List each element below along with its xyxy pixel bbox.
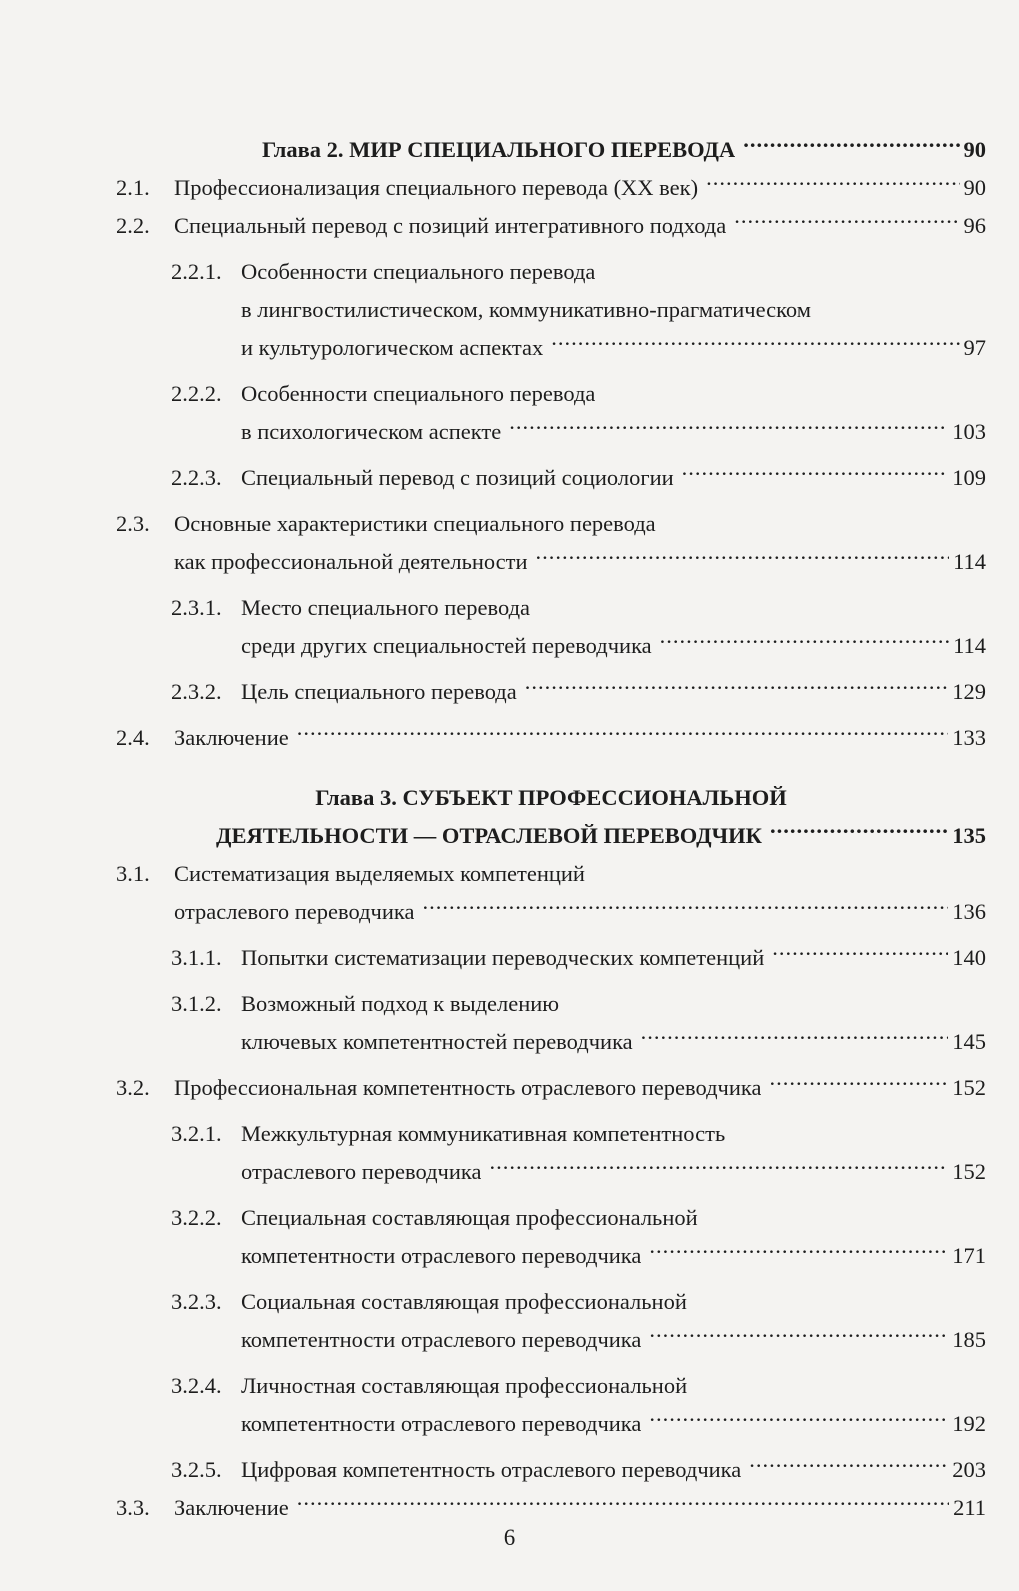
entry-title-line-1: Возможный подход к выделению (241, 991, 560, 1016)
leader-dots (770, 821, 948, 844)
entry-title-line-1: Социальная составляющая профессиональной (241, 1289, 687, 1314)
leader-dots (772, 943, 948, 966)
leader-dots (641, 1027, 949, 1050)
chapter-3-heading (116, 779, 986, 817)
entry-page: 133 (952, 725, 986, 750)
toc-entry-2-3-2 (116, 673, 986, 711)
entry-page: 96 (963, 213, 986, 238)
entry-page: 145 (952, 1029, 986, 1054)
toc-entry-3-3 (116, 1489, 986, 1527)
toc-entry-3-2 (116, 1069, 986, 1107)
leader-dots (489, 1157, 948, 1180)
entry-number: 3.2.3. (171, 1289, 222, 1314)
toc-entry-2-2-1-cont-2 (116, 329, 986, 367)
toc-entry-2-4 (116, 719, 986, 757)
entry-title-line-2: ключевых компетентностей переводчика (241, 1029, 633, 1054)
entry-title: Заключение (174, 1495, 289, 1520)
entry-title-line-1: Личностная составляющая профессиональной (241, 1373, 688, 1398)
entry-title-line-2: в лингвостилистическом, коммуникативно-прагматическом (241, 297, 811, 322)
entry-number: 3.3. (116, 1495, 150, 1520)
entry-page: 211 (953, 1495, 986, 1520)
toc-entry-3-2-3 (116, 1283, 986, 1321)
leader-dots (660, 631, 949, 654)
entry-number: 2.2.2. (171, 381, 222, 406)
entry-page: 140 (952, 945, 986, 970)
entry-number: 2.2.1. (171, 259, 222, 284)
entry-number: 2.4. (116, 725, 150, 750)
entry-title-line-1: Основные характеристики специального перевода (174, 511, 656, 536)
entry-title: Специальный перевод с позиций интегративного подхода (174, 213, 727, 238)
leader-dots (749, 1455, 948, 1478)
entry-title-line-3: и культурологическом аспектах (241, 335, 544, 360)
entry-page: 109 (952, 465, 986, 490)
entry-page: 185 (952, 1327, 986, 1352)
entry-page: 152 (952, 1159, 986, 1184)
toc-entry-3-1-1 (116, 939, 986, 977)
chapter-3-title-line-2: ДЕЯТЕЛЬНОСТИ — ОТРАСЛЕВОЙ ПЕРЕВОДЧИК (216, 823, 762, 848)
entry-title-line-1: Особенности специального перевода (241, 381, 596, 406)
toc-entry-2-2-2 (116, 375, 986, 413)
entry-title-line-1: Специальная составляющая профессиональной (241, 1205, 698, 1230)
toc-entry-2-2 (116, 207, 986, 245)
toc-entry-3-2-1 (116, 1115, 986, 1153)
toc-entry-2-2-2-cont (116, 413, 986, 451)
entry-title: Попытки систематизации переводческих компетенций (241, 945, 765, 970)
entry-title-line-2: отраслевого переводчика (241, 1159, 482, 1184)
leader-dots (536, 547, 950, 570)
toc-entry-2-3-1-cont (116, 627, 986, 665)
toc-entry-2-3-cont (116, 543, 986, 581)
leader-dots (649, 1409, 948, 1432)
entry-page: 103 (952, 419, 986, 444)
entry-number: 3.1.1. (171, 945, 222, 970)
entry-number: 2.3.2. (171, 679, 222, 704)
entry-page: 136 (952, 899, 986, 924)
entry-number: 2.2. (116, 213, 150, 238)
toc-entry-2-3-1 (116, 589, 986, 627)
entry-number: 3.2.2. (171, 1205, 222, 1230)
entry-page: 114 (953, 633, 986, 658)
entry-number: 3.2.1. (171, 1121, 222, 1146)
toc-entry-2-2-1 (116, 253, 986, 291)
entry-page: 114 (953, 549, 986, 574)
entry-title: Заключение (174, 725, 289, 750)
entry-title: Цель специального перевода (241, 679, 517, 704)
entry-number: 3.2.4. (171, 1373, 222, 1398)
entry-page: 97 (963, 335, 986, 360)
table-of-contents (116, 131, 986, 1527)
toc-entry-3-1-2-cont (116, 1023, 986, 1061)
toc-entry-3-2-1-cont (116, 1153, 986, 1191)
entry-page: 171 (952, 1243, 986, 1268)
entry-number: 2.2.3. (171, 465, 222, 490)
entry-title-line-2: в психологическом аспекте (241, 419, 502, 444)
entry-number: 3.1. (116, 861, 150, 886)
entry-page: 129 (952, 679, 986, 704)
chapter-2-page: 90 (963, 137, 986, 162)
toc-entry-3-2-4 (116, 1367, 986, 1405)
toc-entry-3-1-2 (116, 985, 986, 1023)
entry-title-line-2: компетентности отраслевого переводчика (241, 1411, 642, 1436)
leader-dots (422, 897, 948, 920)
leader-dots (649, 1241, 948, 1264)
leader-dots (525, 677, 949, 700)
entry-page: 203 (952, 1457, 986, 1482)
entry-title: Профессионализация специального перевода (ХХ век) (174, 175, 699, 200)
entry-title-line-1: Межкультурная коммуникативная компетентность (241, 1121, 726, 1146)
entry-number: 3.1.2. (171, 991, 222, 1016)
toc-entry-3-1 (116, 855, 986, 893)
leader-dots (706, 173, 959, 196)
toc-entry-3-2-2-cont (116, 1237, 986, 1275)
entry-page: 90 (963, 175, 986, 200)
toc-entry-2-3 (116, 505, 986, 543)
chapter-3-page: 135 (952, 823, 986, 848)
entry-title-line-1: Особенности специального перевода (241, 259, 596, 284)
entry-title: Цифровая компетентность отраслевого переводчика (241, 1457, 742, 1482)
entry-title-line-1: Место специального перевода (241, 595, 531, 620)
chapter-3-title-line-1: Глава 3. СУБЪЕКТ ПРОФЕССИОНАЛЬНОЙ (315, 785, 787, 810)
page-number: 6 (503, 1525, 516, 1550)
entry-title-line-2: компетентности отраслевого переводчика (241, 1243, 642, 1268)
entry-number: 3.2. (116, 1075, 150, 1100)
entry-title-line-1: Систематизация выделяемых компетенций (174, 861, 585, 886)
toc-entry-3-2-3-cont (116, 1321, 986, 1359)
toc-entry-3-2-5 (116, 1451, 986, 1489)
entry-number: 2.3.1. (171, 595, 222, 620)
toc-entry-3-2-2 (116, 1199, 986, 1237)
leader-dots (743, 135, 959, 158)
leader-dots (734, 211, 959, 234)
leader-dots (682, 463, 949, 486)
entry-number: 2.1. (116, 175, 150, 200)
leader-dots (551, 333, 959, 356)
entry-title: Специальный перевод с позиций социологии (241, 465, 674, 490)
entry-title-line-2: компетентности отраслевого переводчика (241, 1327, 642, 1352)
leader-dots (297, 723, 949, 746)
chapter-2-heading (116, 131, 986, 169)
entry-page: 192 (952, 1411, 986, 1436)
toc-entry-2-2-1-cont (116, 291, 986, 329)
leader-dots (769, 1073, 948, 1096)
chapter-2-title: Глава 2. МИР СПЕЦИАЛЬНОГО ПЕРЕВОДА (262, 137, 736, 162)
toc-entry-2-2-3 (116, 459, 986, 497)
toc-entry-2-1 (116, 169, 986, 207)
chapter-3-heading-cont (116, 817, 986, 855)
entry-title-line-2: как профессиональной деятельности (174, 549, 528, 574)
entry-title-line-2: среди других специальностей переводчика (241, 633, 652, 658)
leader-dots (297, 1493, 949, 1516)
toc-entry-3-2-4-cont (116, 1405, 986, 1443)
entry-number: 3.2.5. (171, 1457, 222, 1482)
entry-title-line-2: отраслевого переводчика (174, 899, 415, 924)
entry-number: 2.3. (116, 511, 150, 536)
toc-entry-3-1-cont (116, 893, 986, 931)
leader-dots (509, 417, 948, 440)
leader-dots (649, 1325, 948, 1348)
entry-page: 152 (952, 1075, 986, 1100)
entry-title: Профессиональная компетентность отраслевого переводчика (174, 1075, 762, 1100)
